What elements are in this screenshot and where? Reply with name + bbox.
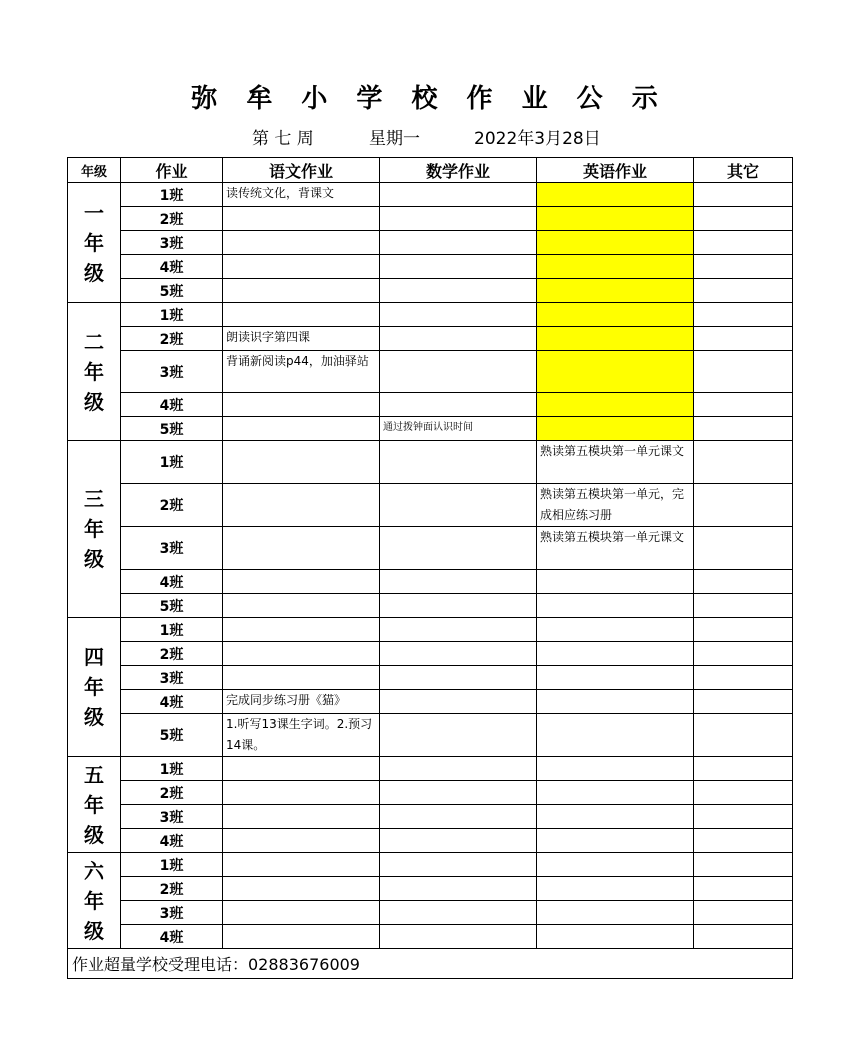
english-cell [537,618,694,642]
other-cell [694,618,793,642]
chinese-cell [223,303,380,327]
other-cell [694,594,793,618]
chinese-cell: 完成同步练习册《猫》 [223,690,380,714]
english-cell [537,690,694,714]
chinese-cell [223,877,380,901]
english-cell [537,925,694,949]
other-cell [694,690,793,714]
other-cell [694,441,793,484]
table-row [68,666,793,690]
table-row [68,618,793,642]
other-cell [694,829,793,853]
grade-6-label: 六 年 级 [68,853,121,949]
chinese-cell [223,279,380,303]
other-cell [694,570,793,594]
other-cell [694,781,793,805]
chinese-cell [223,618,380,642]
math-cell [380,925,537,949]
chinese-cell [223,642,380,666]
class-label: 2班 [121,877,223,901]
complaint-hotline: 作业超量学校受理电话：02883676009 [68,949,793,979]
other-cell [694,303,793,327]
math-cell [380,642,537,666]
chinese-cell [223,527,380,570]
class-label: 3班 [121,527,223,570]
english-cell [537,781,694,805]
table-row [68,805,793,829]
other-cell [694,714,793,757]
table-row [68,853,793,877]
class-label: 3班 [121,666,223,690]
grade-2-label: 二 年 级 [68,303,121,441]
other-cell [694,666,793,690]
english-cell [537,351,694,393]
english-cell [537,853,694,877]
other-cell [694,393,793,417]
class-label: 2班 [121,642,223,666]
chinese-cell [223,393,380,417]
math-cell [380,484,537,527]
header-chinese: 语文作业 [223,158,380,183]
other-cell [694,484,793,527]
chinese-cell [223,441,380,484]
class-label: 3班 [121,805,223,829]
date-label: 2022年3月28日 [474,129,601,149]
table-row [68,327,793,351]
table-row [68,279,793,303]
table-row [68,255,793,279]
class-label: 2班 [121,207,223,231]
math-cell [380,853,537,877]
table-row [68,781,793,805]
table-row [68,925,793,949]
english-cell [537,417,694,441]
math-cell [380,279,537,303]
chinese-cell [223,853,380,877]
class-label: 5班 [121,594,223,618]
other-cell [694,327,793,351]
english-cell [537,327,694,351]
homework-table [67,157,793,979]
math-cell [380,570,537,594]
math-cell [380,183,537,207]
table-row [68,829,793,853]
table-row [68,877,793,901]
math-cell [380,527,537,570]
math-cell [380,666,537,690]
english-cell [537,279,694,303]
math-cell [380,829,537,853]
header-other: 其它 [694,158,793,183]
chinese-cell [223,484,380,527]
class-label: 2班 [121,781,223,805]
english-cell [537,594,694,618]
other-cell [694,351,793,393]
math-cell [380,618,537,642]
grade-3-label: 三 年 级 [68,441,121,618]
other-cell [694,527,793,570]
footer-row [68,949,793,979]
table-row [68,484,793,527]
chinese-cell: 1.听写13课生字词。2.预习14课。 [223,714,380,757]
table-row [68,642,793,666]
math-cell [380,255,537,279]
math-cell [380,594,537,618]
class-label: 3班 [121,351,223,393]
chinese-cell: 读传统文化，背课文 [223,183,380,207]
class-label: 4班 [121,255,223,279]
math-cell [380,327,537,351]
chinese-cell: 朗读识字第四课 [223,327,380,351]
class-label: 5班 [121,279,223,303]
english-cell [537,183,694,207]
header-math: 数学作业 [380,158,537,183]
class-label: 3班 [121,901,223,925]
chinese-cell [223,255,380,279]
table-row [68,393,793,417]
english-cell [537,303,694,327]
header-english: 英语作业 [537,158,694,183]
day-label: 星期一 [369,129,420,149]
subtitle [0,124,859,150]
other-cell [694,642,793,666]
english-cell [537,255,694,279]
table-row [68,183,793,207]
math-cell [380,781,537,805]
math-cell [380,393,537,417]
chinese-cell [223,901,380,925]
math-cell [380,303,537,327]
class-label: 5班 [121,417,223,441]
chinese-cell [223,781,380,805]
math-cell [380,901,537,925]
table-row [68,757,793,781]
math-cell: 通过拨钟面认识时间 [380,417,537,441]
class-label: 2班 [121,327,223,351]
class-label: 1班 [121,441,223,484]
other-cell [694,207,793,231]
math-cell [380,757,537,781]
grade-5-label: 五 年 级 [68,757,121,853]
table-row [68,901,793,925]
week-label: 第 七 周 [252,129,314,149]
table-row [68,594,793,618]
class-label: 1班 [121,853,223,877]
class-label: 4班 [121,570,223,594]
table-row [68,417,793,441]
header-homework: 作业 [121,158,223,183]
other-cell [694,877,793,901]
chinese-cell [223,757,380,781]
class-label: 1班 [121,303,223,327]
header-grade: 年级 [68,158,121,183]
table-row [68,527,793,570]
table-row [68,303,793,327]
english-cell [537,714,694,757]
math-cell [380,690,537,714]
math-cell [380,441,537,484]
math-cell [380,877,537,901]
table-row [68,231,793,255]
class-label: 1班 [121,618,223,642]
chinese-cell [223,829,380,853]
class-label: 3班 [121,231,223,255]
chinese-cell [223,666,380,690]
english-cell [537,901,694,925]
math-cell [380,351,537,393]
english-cell: 熟读第五模块第一单元课文 [537,441,694,484]
class-label: 4班 [121,925,223,949]
english-cell [537,666,694,690]
math-cell [380,207,537,231]
class-label: 4班 [121,690,223,714]
class-label: 1班 [121,757,223,781]
chinese-cell [223,570,380,594]
chinese-cell [223,925,380,949]
table-row [68,690,793,714]
chinese-cell: 背诵新阅读p44，加油驿站 [223,351,380,393]
chinese-cell [223,231,380,255]
other-cell [694,757,793,781]
english-cell [537,570,694,594]
chinese-cell [223,594,380,618]
chinese-cell [223,207,380,231]
class-label: 5班 [121,714,223,757]
english-cell [537,805,694,829]
other-cell [694,255,793,279]
english-cell [537,877,694,901]
header-row [68,158,793,183]
table-row [68,441,793,484]
class-label: 4班 [121,393,223,417]
class-label: 2班 [121,484,223,527]
other-cell [694,417,793,441]
math-cell [380,231,537,255]
english-cell: 熟读第五模块第一单元课文 [537,527,694,570]
other-cell [694,279,793,303]
math-cell [380,805,537,829]
other-cell [694,231,793,255]
english-cell [537,757,694,781]
class-label: 1班 [121,183,223,207]
math-cell [380,714,537,757]
page-title: 弥 牟 小 学 校 作 业 公 示 [191,84,668,114]
english-cell [537,829,694,853]
class-label: 4班 [121,829,223,853]
other-cell [694,925,793,949]
english-cell [537,642,694,666]
other-cell [694,183,793,207]
english-cell [537,207,694,231]
other-cell [694,805,793,829]
table-row [68,714,793,757]
english-cell: 熟读第五模块第一单元，完成相应练习册 [537,484,694,527]
table-row [68,207,793,231]
table-row [68,570,793,594]
chinese-cell [223,417,380,441]
grade-1-label: 一 年 级 [68,183,121,303]
other-cell [694,853,793,877]
other-cell [694,901,793,925]
table-row [68,351,793,393]
chinese-cell [223,805,380,829]
grade-4-label: 四 年 级 [68,618,121,757]
english-cell [537,231,694,255]
english-cell [537,393,694,417]
